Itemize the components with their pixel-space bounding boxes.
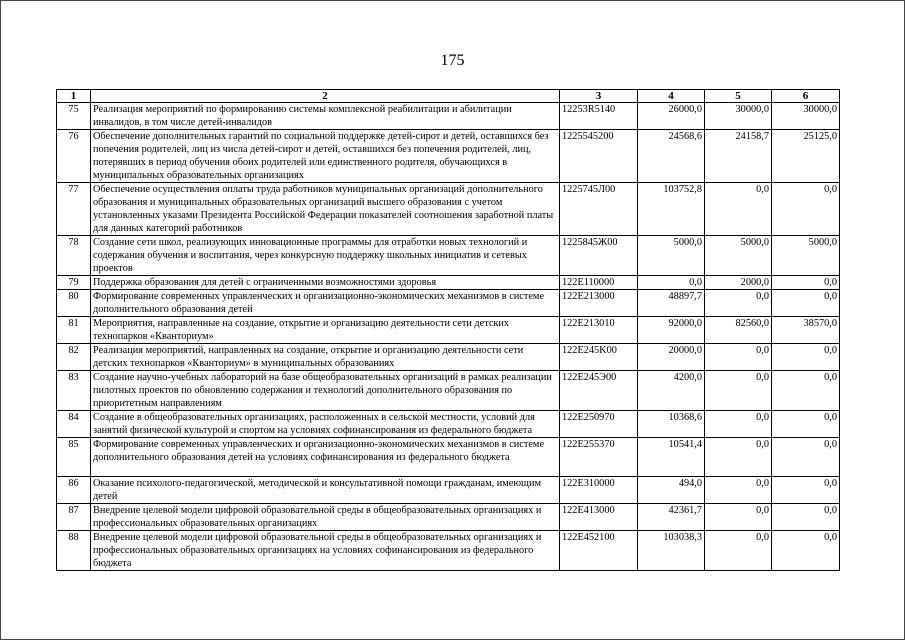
row-code: 122E310000 <box>560 477 638 504</box>
row-value-col6: 0,0 <box>772 276 840 290</box>
page-number: 175 <box>440 52 465 69</box>
column-header: 4 <box>638 90 705 103</box>
row-value-col6: 0,0 <box>772 290 840 317</box>
row-value-col5: 30000,0 <box>705 103 772 130</box>
row-description: Внедрение целевой модели цифровой образовательной среды в общеобразовательных организациях и профессиональных образовательных организациях на условиях софинансирования из федерального бюджета <box>91 531 560 571</box>
table-row <box>57 371 840 411</box>
table-body <box>57 103 840 571</box>
row-value-col6: 0,0 <box>772 344 840 371</box>
row-code: 122E413000 <box>560 504 638 531</box>
table-row <box>57 130 840 183</box>
row-description: Оказание психолого-педагогической, методической и консультативной помощи гражданам, имеющим детей <box>91 477 560 504</box>
table-row <box>57 103 840 130</box>
row-number: 82 <box>57 344 91 371</box>
row-description: Поддержка образования для детей с ограниченными возможностями здоровья <box>91 276 560 290</box>
row-value-col6: 0,0 <box>772 183 840 236</box>
row-value-col5: 5000,0 <box>705 236 772 276</box>
row-value-col4: 10541,4 <box>638 438 705 477</box>
row-description: Внедрение целевой модели цифровой образовательной среды в общеобразовательных организациях и профессиональных образовательных организациях <box>91 504 560 531</box>
row-value-col5: 0,0 <box>705 411 772 438</box>
row-value-col4: 103752,8 <box>638 183 705 236</box>
row-code: 1225745Л00 <box>560 183 638 236</box>
row-description: Создание научно-учебных лабораторий на базе общеобразовательных организаций в рамках реализации пилотных проектов по обновлению содержания и технологий дополнительного образования по приоритетным направлениям <box>91 371 560 411</box>
row-value-col5: 0,0 <box>705 290 772 317</box>
row-code: 1225845Ж00 <box>560 236 638 276</box>
row-value-col4: 20000,0 <box>638 344 705 371</box>
row-number: 81 <box>57 317 91 344</box>
row-description: Формирование современных управленческих и организационно-экономических механизмов в системе дополнительного образования детей на условиях софинансирования из федерального бюджета <box>91 438 560 477</box>
table-header-row <box>57 90 840 103</box>
row-code: 1225545200 <box>560 130 638 183</box>
row-value-col4: 24568,6 <box>638 130 705 183</box>
row-value-col4: 5000,0 <box>638 236 705 276</box>
row-value-col4: 494,0 <box>638 477 705 504</box>
row-description: Создание в общеобразовательных организациях, расположенных в сельской местности, условий для занятий физической культурой и спортом на условиях софинансирования из федерального бюджета <box>91 411 560 438</box>
table-row <box>57 531 840 571</box>
row-value-col5: 82560,0 <box>705 317 772 344</box>
row-value-col4: 0,0 <box>638 276 705 290</box>
row-value-col4: 26000,0 <box>638 103 705 130</box>
row-value-col6: 0,0 <box>772 531 840 571</box>
column-header: 6 <box>772 90 840 103</box>
row-value-col4: 42361,7 <box>638 504 705 531</box>
row-value-col6: 0,0 <box>772 438 840 477</box>
row-number: 83 <box>57 371 91 411</box>
row-value-col4: 103038,3 <box>638 531 705 571</box>
row-number: 76 <box>57 130 91 183</box>
row-code: 122E250970 <box>560 411 638 438</box>
row-code: 122E245K00 <box>560 344 638 371</box>
table-row <box>57 317 840 344</box>
row-value-col6: 5000,0 <box>772 236 840 276</box>
row-description: Мероприятия, направленные на создание, открытие и организацию деятельности сети детских технопарков «Кванториум» <box>91 317 560 344</box>
row-description: Обеспечение осуществления оплаты труда работников муниципальных организаций дополнительного образования и муниципальных образовательных организаций высшего образования с учетом установленных указами Президента Российской Федерации показателей соотношения заработной платы для данных категорий работников <box>91 183 560 236</box>
row-code: 122E245Э00 <box>560 371 638 411</box>
row-value-col5: 0,0 <box>705 183 772 236</box>
row-code: 12253R5140 <box>560 103 638 130</box>
row-number: 75 <box>57 103 91 130</box>
row-value-col5: 0,0 <box>705 371 772 411</box>
table-row <box>57 438 840 477</box>
row-number: 78 <box>57 236 91 276</box>
row-value-col6: 0,0 <box>772 371 840 411</box>
table-row <box>57 411 840 438</box>
row-description: Реализация мероприятий, направленных на создание, открытие и организацию деятельности сети детских технопарков «Кванториум» в муниципальных образованиях <box>91 344 560 371</box>
column-header: 1 <box>57 90 91 103</box>
row-code: 122E213010 <box>560 317 638 344</box>
table-row <box>57 183 840 236</box>
row-description: Обеспечение дополнительных гарантий по социальной поддержке детей-сирот и детей, оставшихся без попечения родителей, лиц из числа детей-сирот и детей, оставшихся без попечения родителей, лиц, потерявших в период обучения обоих родителей или единственного родителя, обучающихся в муниципальных образовательных организациях <box>91 130 560 183</box>
row-number: 87 <box>57 504 91 531</box>
row-value-col5: 0,0 <box>705 504 772 531</box>
row-description: Создание сети школ, реализующих инновационные программы для отработки новых технологий и содержания обучения и воспитания, через конкурсную поддержку школьных инициатив и сетевых проектов <box>91 236 560 276</box>
table-row <box>57 290 840 317</box>
column-header: 2 <box>91 90 560 103</box>
row-number: 85 <box>57 438 91 477</box>
row-code: 122E110000 <box>560 276 638 290</box>
row-value-col6: 0,0 <box>772 411 840 438</box>
row-value-col4: 48897,7 <box>638 290 705 317</box>
row-number: 88 <box>57 531 91 571</box>
row-value-col6: 0,0 <box>772 504 840 531</box>
row-value-col4: 92000,0 <box>638 317 705 344</box>
table-row <box>57 344 840 371</box>
row-value-col6: 38570,0 <box>772 317 840 344</box>
row-value-col5: 0,0 <box>705 477 772 504</box>
table-row <box>57 276 840 290</box>
budget-table <box>56 89 840 571</box>
row-value-col6: 25125,0 <box>772 130 840 183</box>
row-value-col5: 2000,0 <box>705 276 772 290</box>
row-value-col6: 30000,0 <box>772 103 840 130</box>
table-row <box>57 504 840 531</box>
row-value-col5: 24158,7 <box>705 130 772 183</box>
row-code: 122E255370 <box>560 438 638 477</box>
row-number: 80 <box>57 290 91 317</box>
column-header: 5 <box>705 90 772 103</box>
row-value-col5: 0,0 <box>705 344 772 371</box>
row-code: 122E213000 <box>560 290 638 317</box>
row-number: 84 <box>57 411 91 438</box>
row-number: 79 <box>57 276 91 290</box>
row-value-col5: 0,0 <box>705 438 772 477</box>
table-row <box>57 236 840 276</box>
row-number: 77 <box>57 183 91 236</box>
row-value-col4: 4200,0 <box>638 371 705 411</box>
row-value-col5: 0,0 <box>705 531 772 571</box>
row-description: Реализация мероприятий по формированию системы комплексной реабилитации и абилитации инвалидов, в том числе детей-инвалидов <box>91 103 560 130</box>
row-value-col6: 0,0 <box>772 477 840 504</box>
table-row <box>57 477 840 504</box>
column-header: 3 <box>560 90 638 103</box>
row-value-col4: 10368,6 <box>638 411 705 438</box>
row-description: Формирование современных управленческих и организационно-экономических механизмов в системе дополнительного образования детей <box>91 290 560 317</box>
row-number: 86 <box>57 477 91 504</box>
row-code: 122E452100 <box>560 531 638 571</box>
